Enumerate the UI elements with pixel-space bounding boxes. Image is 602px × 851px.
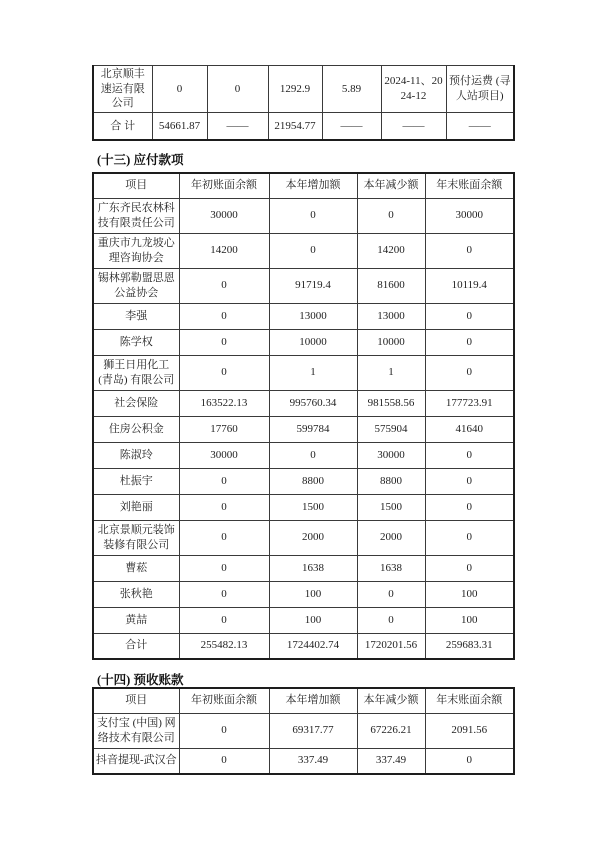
table-cell: 100 [269, 581, 357, 607]
table-cell: —— [207, 112, 268, 140]
table-cell: 0 [425, 555, 514, 581]
table-cell: 0 [179, 329, 269, 355]
table-cell: 抖音提现-武汉合 [93, 748, 179, 774]
table-cell: 0 [179, 748, 269, 774]
table-cell: 0 [269, 198, 357, 233]
table-row [93, 581, 514, 607]
column-header: 年末账面余额 [425, 173, 514, 198]
table-cell: 2000 [269, 520, 357, 555]
table-cell: 刘艳丽 [93, 494, 179, 520]
table-cell: 100 [425, 581, 514, 607]
table-cell: 2091.56 [425, 713, 514, 748]
column-header: 本年减少额 [357, 688, 425, 713]
table-cell: 0 [425, 468, 514, 494]
table-cell: 陈学权 [93, 329, 179, 355]
table-cell: 0 [357, 198, 425, 233]
table-cell: 合计 [93, 633, 179, 659]
table-cell: 杜振宇 [93, 468, 179, 494]
table-cell: —— [322, 112, 381, 140]
table-cell: 0 [425, 303, 514, 329]
table-cell: 67226.21 [357, 713, 425, 748]
table-cell: —— [446, 112, 514, 140]
table-cell: 1720201.56 [357, 633, 425, 659]
table-cell: 张秋艳 [93, 581, 179, 607]
table-cell: 0 [179, 520, 269, 555]
table-row [93, 520, 514, 555]
prepayments-table-continued [92, 65, 515, 141]
table-cell: 337.49 [269, 748, 357, 774]
table-cell: 14200 [357, 233, 425, 268]
table-cell: 锡林郭勒盟思恩公益协会 [93, 268, 179, 303]
table-cell: 30000 [179, 198, 269, 233]
table-cell: 0 [357, 581, 425, 607]
table-row [93, 268, 514, 303]
table-cell: 13000 [357, 303, 425, 329]
table-cell: 0 [269, 442, 357, 468]
table-cell: 狮王日用化工(青岛) 有限公司 [93, 355, 179, 390]
table-cell: 337.49 [357, 748, 425, 774]
table-cell: 30000 [357, 442, 425, 468]
table-row [93, 607, 514, 633]
table-cell: 0 [425, 494, 514, 520]
column-header: 项目 [93, 688, 179, 713]
table-header-row [93, 173, 514, 198]
table-cell: 1 [269, 355, 357, 390]
table-cell: 17760 [179, 416, 269, 442]
table-row [93, 329, 514, 355]
table-cell: 21954.77 [268, 112, 322, 140]
table-cell: 0 [425, 748, 514, 774]
table-cell: 住房公积金 [93, 416, 179, 442]
table-cell: 1638 [269, 555, 357, 581]
table-cell: 0 [179, 303, 269, 329]
table-row [93, 494, 514, 520]
column-header: 年初账面余额 [179, 688, 269, 713]
section-heading-14: (十四) 预收账款 [97, 673, 184, 687]
table-cell: 81600 [357, 268, 425, 303]
table-row [93, 555, 514, 581]
column-header: 本年增加额 [269, 688, 357, 713]
table-cell: 0 [179, 468, 269, 494]
column-header: 年末账面余额 [425, 688, 514, 713]
table-cell: 0 [179, 581, 269, 607]
table-cell: 0 [425, 520, 514, 555]
table-cell: 1500 [357, 494, 425, 520]
table-cell: 广东齐民农林科技有限责任公司 [93, 198, 179, 233]
table-cell: 0 [207, 66, 268, 113]
table-cell: 13000 [269, 303, 357, 329]
table-cell: 575904 [357, 416, 425, 442]
table-cell: 995760.34 [269, 390, 357, 416]
table-cell: 69317.77 [269, 713, 357, 748]
column-header: 年初账面余额 [179, 173, 269, 198]
table-cell: 0 [179, 355, 269, 390]
table-cell: 10000 [269, 329, 357, 355]
table-cell: 陈淑玲 [93, 442, 179, 468]
table-cell: 北京景顺元装饰装修有限公司 [93, 520, 179, 555]
table-cell: 0 [357, 607, 425, 633]
advance-receipts-table [92, 687, 515, 775]
table-row [93, 442, 514, 468]
table-cell: 支付宝 (中国) 网络技术有限公司 [93, 713, 179, 748]
column-header: 本年增加额 [269, 173, 357, 198]
table-cell: 0 [179, 494, 269, 520]
table-row [93, 355, 514, 390]
table-cell: 259683.31 [425, 633, 514, 659]
table-header-row [93, 688, 514, 713]
table-cell: 0 [152, 66, 207, 113]
table-cell: 41640 [425, 416, 514, 442]
table-cell: 163522.13 [179, 390, 269, 416]
table-cell: 255482.13 [179, 633, 269, 659]
table-cell: 1292.9 [268, 66, 322, 113]
table-cell: 8800 [269, 468, 357, 494]
table-cell: 0 [179, 555, 269, 581]
table-cell: 预付运费 (寻人站项目) [446, 66, 514, 113]
table-row [93, 713, 514, 748]
table-cell: 2024-11、2024-12 [381, 66, 446, 113]
table-cell: 0 [425, 355, 514, 390]
table-row [93, 416, 514, 442]
table-cell: 981558.56 [357, 390, 425, 416]
table-cell: 重庆市九龙坡心理咨询协会 [93, 233, 179, 268]
table-row-total [93, 112, 514, 140]
table-row-total [93, 633, 514, 659]
section-heading-13: (十三) 应付款项 [97, 153, 184, 167]
table-row [93, 468, 514, 494]
table-cell: 599784 [269, 416, 357, 442]
table-row [93, 233, 514, 268]
table-cell: 北京顺丰速运有限公司 [93, 66, 152, 113]
table-cell: 李强 [93, 303, 179, 329]
table-cell: —— [381, 112, 446, 140]
table-cell: 0 [179, 713, 269, 748]
table-cell: 0 [269, 233, 357, 268]
table-row [93, 66, 514, 113]
column-header: 本年减少额 [357, 173, 425, 198]
payables-table [92, 172, 515, 660]
table-cell: 10119.4 [425, 268, 514, 303]
table-cell: 0 [179, 607, 269, 633]
table-cell: 0 [425, 233, 514, 268]
table-cell: 黄喆 [93, 607, 179, 633]
table-cell: 2000 [357, 520, 425, 555]
table-cell: 8800 [357, 468, 425, 494]
table-cell: 1500 [269, 494, 357, 520]
table-cell: 5.89 [322, 66, 381, 113]
table-cell: 1638 [357, 555, 425, 581]
table-cell: 0 [425, 329, 514, 355]
table-cell: 0 [179, 268, 269, 303]
table-cell: 10000 [357, 329, 425, 355]
table-cell: 社会保险 [93, 390, 179, 416]
table-cell: 100 [269, 607, 357, 633]
table-cell: 1 [357, 355, 425, 390]
table-cell: 100 [425, 607, 514, 633]
table-row [93, 198, 514, 233]
table-row [93, 748, 514, 774]
table-cell: 30000 [425, 198, 514, 233]
table-cell: 14200 [179, 233, 269, 268]
column-header: 项目 [93, 173, 179, 198]
table-cell: 1724402.74 [269, 633, 357, 659]
table-cell: 曹菘 [93, 555, 179, 581]
table-cell: 54661.87 [152, 112, 207, 140]
table-cell: 30000 [179, 442, 269, 468]
table-cell: 0 [425, 442, 514, 468]
table-row [93, 390, 514, 416]
table-cell: 合 计 [93, 112, 152, 140]
table-cell: 177723.91 [425, 390, 514, 416]
table-row [93, 303, 514, 329]
table-cell: 91719.4 [269, 268, 357, 303]
